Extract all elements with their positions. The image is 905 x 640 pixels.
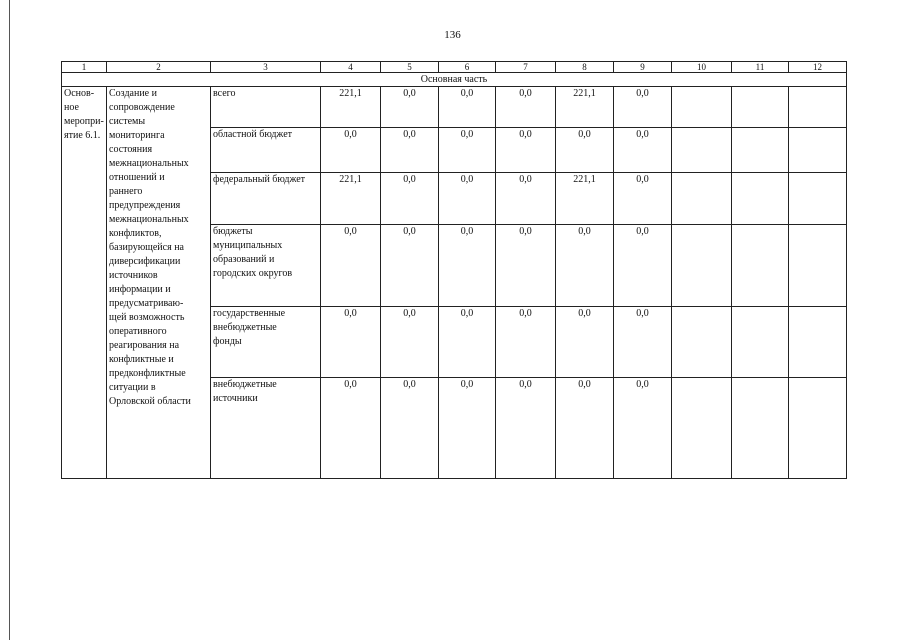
- empty-cell: [672, 378, 732, 479]
- value-cell: 0,0: [614, 87, 672, 128]
- value-cell: 0,0: [321, 225, 381, 307]
- column-number: 4: [321, 62, 381, 73]
- value-cell: 0,0: [614, 307, 672, 378]
- column-number: 6: [439, 62, 496, 73]
- value-cell: 221,1: [321, 87, 381, 128]
- value-cell: 0,0: [381, 307, 439, 378]
- section-row: [62, 73, 847, 87]
- funding-source: областной бюджет: [211, 128, 321, 173]
- column-number: 5: [381, 62, 439, 73]
- column-number: 11: [732, 62, 789, 73]
- table-row: [62, 87, 847, 128]
- value-cell: 0,0: [381, 378, 439, 479]
- column-number: 1: [62, 62, 107, 73]
- section-title: Основная часть: [62, 73, 847, 87]
- empty-cell: [789, 87, 847, 128]
- value-cell: 0,0: [381, 87, 439, 128]
- empty-cell: [732, 225, 789, 307]
- value-cell: 0,0: [496, 307, 556, 378]
- empty-cell: [672, 173, 732, 225]
- value-cell: 0,0: [614, 128, 672, 173]
- value-cell: 0,0: [439, 378, 496, 479]
- empty-cell: [732, 128, 789, 173]
- column-number: 10: [672, 62, 732, 73]
- empty-cell: [732, 307, 789, 378]
- column-number: 8: [556, 62, 614, 73]
- value-cell: 0,0: [321, 128, 381, 173]
- funding-source: всего: [211, 87, 321, 128]
- empty-cell: [789, 378, 847, 479]
- column-number: 2: [107, 62, 211, 73]
- empty-cell: [789, 225, 847, 307]
- column-number-row: [62, 62, 847, 73]
- empty-cell: [732, 87, 789, 128]
- value-cell: 0,0: [496, 87, 556, 128]
- value-cell: 0,0: [439, 87, 496, 128]
- empty-cell: [789, 128, 847, 173]
- value-cell: 0,0: [614, 173, 672, 225]
- value-cell: 0,0: [556, 128, 614, 173]
- item-description: Создание и сопровождение системы мониторинга состояния межнациональных отношений и раннего предупреждения межнациональных конфликтов, базирующейся на диверсификации источников информации и предусматриваю- щей возможность оперативного реагирования на конфликтные и предконфликтные ситуации в Орловской области: [107, 87, 211, 479]
- value-cell: 0,0: [439, 173, 496, 225]
- value-cell: 0,0: [496, 128, 556, 173]
- column-number: 12: [789, 62, 847, 73]
- budget-table: [61, 61, 847, 479]
- item-label: Основ- ное меропри- ятие 6.1.: [62, 87, 107, 479]
- value-cell: 0,0: [439, 307, 496, 378]
- funding-source: федеральный бюджет: [211, 173, 321, 225]
- funding-source: бюджеты муниципальных образований и городских округов: [211, 225, 321, 307]
- empty-cell: [732, 378, 789, 479]
- value-cell: 0,0: [439, 128, 496, 173]
- empty-cell: [672, 307, 732, 378]
- page-number: 136: [444, 29, 461, 41]
- value-cell: 0,0: [496, 225, 556, 307]
- empty-cell: [672, 128, 732, 173]
- value-cell: 0,0: [381, 173, 439, 225]
- empty-cell: [732, 173, 789, 225]
- value-cell: 0,0: [321, 307, 381, 378]
- column-number: 7: [496, 62, 556, 73]
- value-cell: 0,0: [556, 307, 614, 378]
- empty-cell: [789, 173, 847, 225]
- column-number: 3: [211, 62, 321, 73]
- value-cell: 0,0: [439, 225, 496, 307]
- value-cell: 0,0: [614, 225, 672, 307]
- empty-cell: [672, 87, 732, 128]
- scan-edge-line: [9, 0, 10, 640]
- funding-source: государственные внебюджетные фонды: [211, 307, 321, 378]
- value-cell: 0,0: [381, 225, 439, 307]
- column-number: 9: [614, 62, 672, 73]
- funding-source: внебюджетные источники: [211, 378, 321, 479]
- value-cell: 0,0: [496, 378, 556, 479]
- value-cell: 0,0: [556, 378, 614, 479]
- value-cell: 0,0: [321, 378, 381, 479]
- value-cell: 221,1: [556, 87, 614, 128]
- value-cell: 0,0: [556, 225, 614, 307]
- value-cell: 0,0: [381, 128, 439, 173]
- value-cell: 221,1: [556, 173, 614, 225]
- value-cell: 0,0: [496, 173, 556, 225]
- value-cell: 0,0: [614, 378, 672, 479]
- empty-cell: [672, 225, 732, 307]
- empty-cell: [789, 307, 847, 378]
- value-cell: 221,1: [321, 173, 381, 225]
